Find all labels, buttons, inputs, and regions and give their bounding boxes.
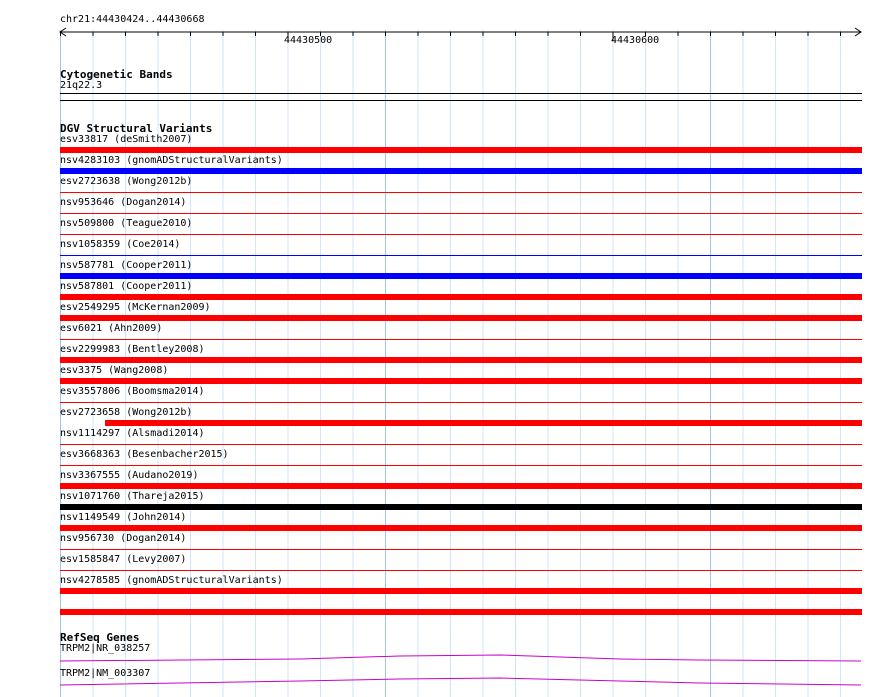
dgv-feature-label[interactable]: nsv1114297 (Alsmadi2014)	[60, 428, 205, 439]
dgv-feature-bar[interactable]	[60, 444, 862, 445]
dgv-feature-row[interactable]	[0, 176, 890, 197]
dgv-feature-row[interactable]	[0, 449, 890, 470]
dgv-feature-bar[interactable]	[60, 549, 862, 550]
cytoband-line-top	[60, 93, 862, 94]
ruler-tick-label: 44430500	[284, 35, 333, 46]
refseq-gene-models[interactable]	[0, 650, 890, 690]
ruler-tick-label: 44430600	[611, 35, 660, 46]
dgv-feature-bar[interactable]	[60, 234, 862, 235]
dgv-feature-label[interactable]: nsv956730 (Dogan2014)	[60, 533, 187, 544]
dgv-feature-bar[interactable]	[60, 402, 862, 403]
dgv-feature-label[interactable]: esv3557806 (Boomsma2014)	[60, 386, 205, 397]
dgv-feature-bar[interactable]	[60, 339, 862, 340]
dgv-feature-label[interactable]: esv2549295 (McKernan2009)	[60, 302, 211, 313]
dgv-feature-bar[interactable]	[105, 420, 862, 426]
dgv-feature-label[interactable]: nsv1071760 (Thareja2015)	[60, 491, 205, 502]
dgv-feature-label[interactable]: nsv4278585 (gnomADStructuralVariants)	[60, 575, 283, 586]
cytoband-line-bottom	[60, 100, 862, 101]
dgv-feature-bar[interactable]	[60, 483, 862, 489]
dgv-feature-label[interactable]: nsv509800 (Teague2010)	[60, 218, 193, 229]
dgv-feature-label[interactable]: esv2299983 (Bentley2008)	[60, 344, 205, 355]
dgv-feature-label[interactable]: nsv953646 (Dogan2014)	[60, 197, 187, 208]
dgv-feature-row[interactable]	[0, 533, 890, 554]
dgv-feature-bar[interactable]	[60, 192, 862, 193]
dgv-feature-label[interactable]: nsv587781 (Cooper2011)	[60, 260, 193, 271]
dgv-feature-label[interactable]: esv6021 (Ahn2009)	[60, 323, 163, 334]
gene-label[interactable]: TRPM2|NM_003307	[60, 668, 151, 679]
dgv-feature-bar[interactable]	[60, 213, 862, 214]
dgv-feature-bar[interactable]	[60, 378, 862, 384]
dgv-feature-bar[interactable]	[60, 168, 862, 174]
dgv-feature-label[interactable]: esv3668363 (Besenbacher2015)	[60, 449, 229, 460]
ruler-axis[interactable]	[0, 24, 890, 48]
dgv-feature-label[interactable]: esv2723658 (Wong2012b)	[60, 407, 193, 418]
dgv-feature-row[interactable]	[0, 386, 890, 407]
dgv-feature-row[interactable]	[0, 323, 890, 344]
dgv-feature-bar[interactable]	[60, 504, 862, 510]
dgv-feature-label[interactable]: nsv1058359 (Coe2014)	[60, 239, 181, 250]
dgv-feature-label[interactable]: esv3375 (Wang2008)	[60, 365, 169, 376]
dgv-feature-row[interactable]	[0, 428, 890, 449]
dgv-feature-bar[interactable]	[60, 570, 862, 571]
gene-feature	[60, 678, 861, 685]
dgv-feature-label[interactable]: esv2723638 (Wong2012b)	[60, 176, 193, 187]
dgv-feature-row[interactable]	[0, 554, 890, 575]
dgv-feature-row[interactable]	[0, 239, 890, 260]
dgv-feature-bar[interactable]	[60, 588, 862, 594]
dgv-feature-bar[interactable]	[60, 465, 862, 466]
dgv-feature-label[interactable]: esv1585847 (Levy2007)	[60, 554, 187, 565]
dgv-feature-label[interactable]: nsv4283103 (gnomADStructuralVariants)	[60, 155, 283, 166]
dgv-feature-bar[interactable]	[60, 294, 862, 300]
dgv-feature-row[interactable]	[0, 197, 890, 218]
gene-label[interactable]: TRPM2|NR_038257	[60, 643, 151, 654]
dgv-feature-bar[interactable]	[60, 255, 862, 256]
refseq-track-title: RefSeq Genes	[60, 631, 140, 644]
dgv-feature-bar[interactable]	[60, 357, 862, 363]
dgv-feature-label[interactable]: nsv587801 (Cooper2011)	[60, 281, 193, 292]
dgv-feature-row[interactable]	[0, 218, 890, 239]
gene-feature	[60, 655, 861, 661]
dgv-feature-label[interactable]: nsv3367555 (Audano2019)	[60, 470, 199, 481]
cytoband-label[interactable]: 21q22.3	[60, 80, 103, 91]
ruler-range-label: chr21:44430424..44430668	[60, 14, 205, 25]
dgv-feature-label[interactable]: esv33817 (deSmith2007)	[60, 134, 193, 145]
cytoband-track-title: Cytogenetic Bands	[60, 68, 173, 81]
dgv-feature-bar[interactable]	[60, 147, 862, 153]
dgv-track-title: DGV Structural Variants	[60, 122, 213, 135]
dgv-feature-label[interactable]: nsv1149549 (John2014)	[60, 512, 187, 523]
dgv-feature-bar[interactable]	[60, 315, 862, 321]
dgv-feature-bar[interactable]	[60, 609, 862, 615]
dgv-feature-bar[interactable]	[60, 273, 862, 279]
dgv-feature-bar[interactable]	[60, 525, 862, 531]
